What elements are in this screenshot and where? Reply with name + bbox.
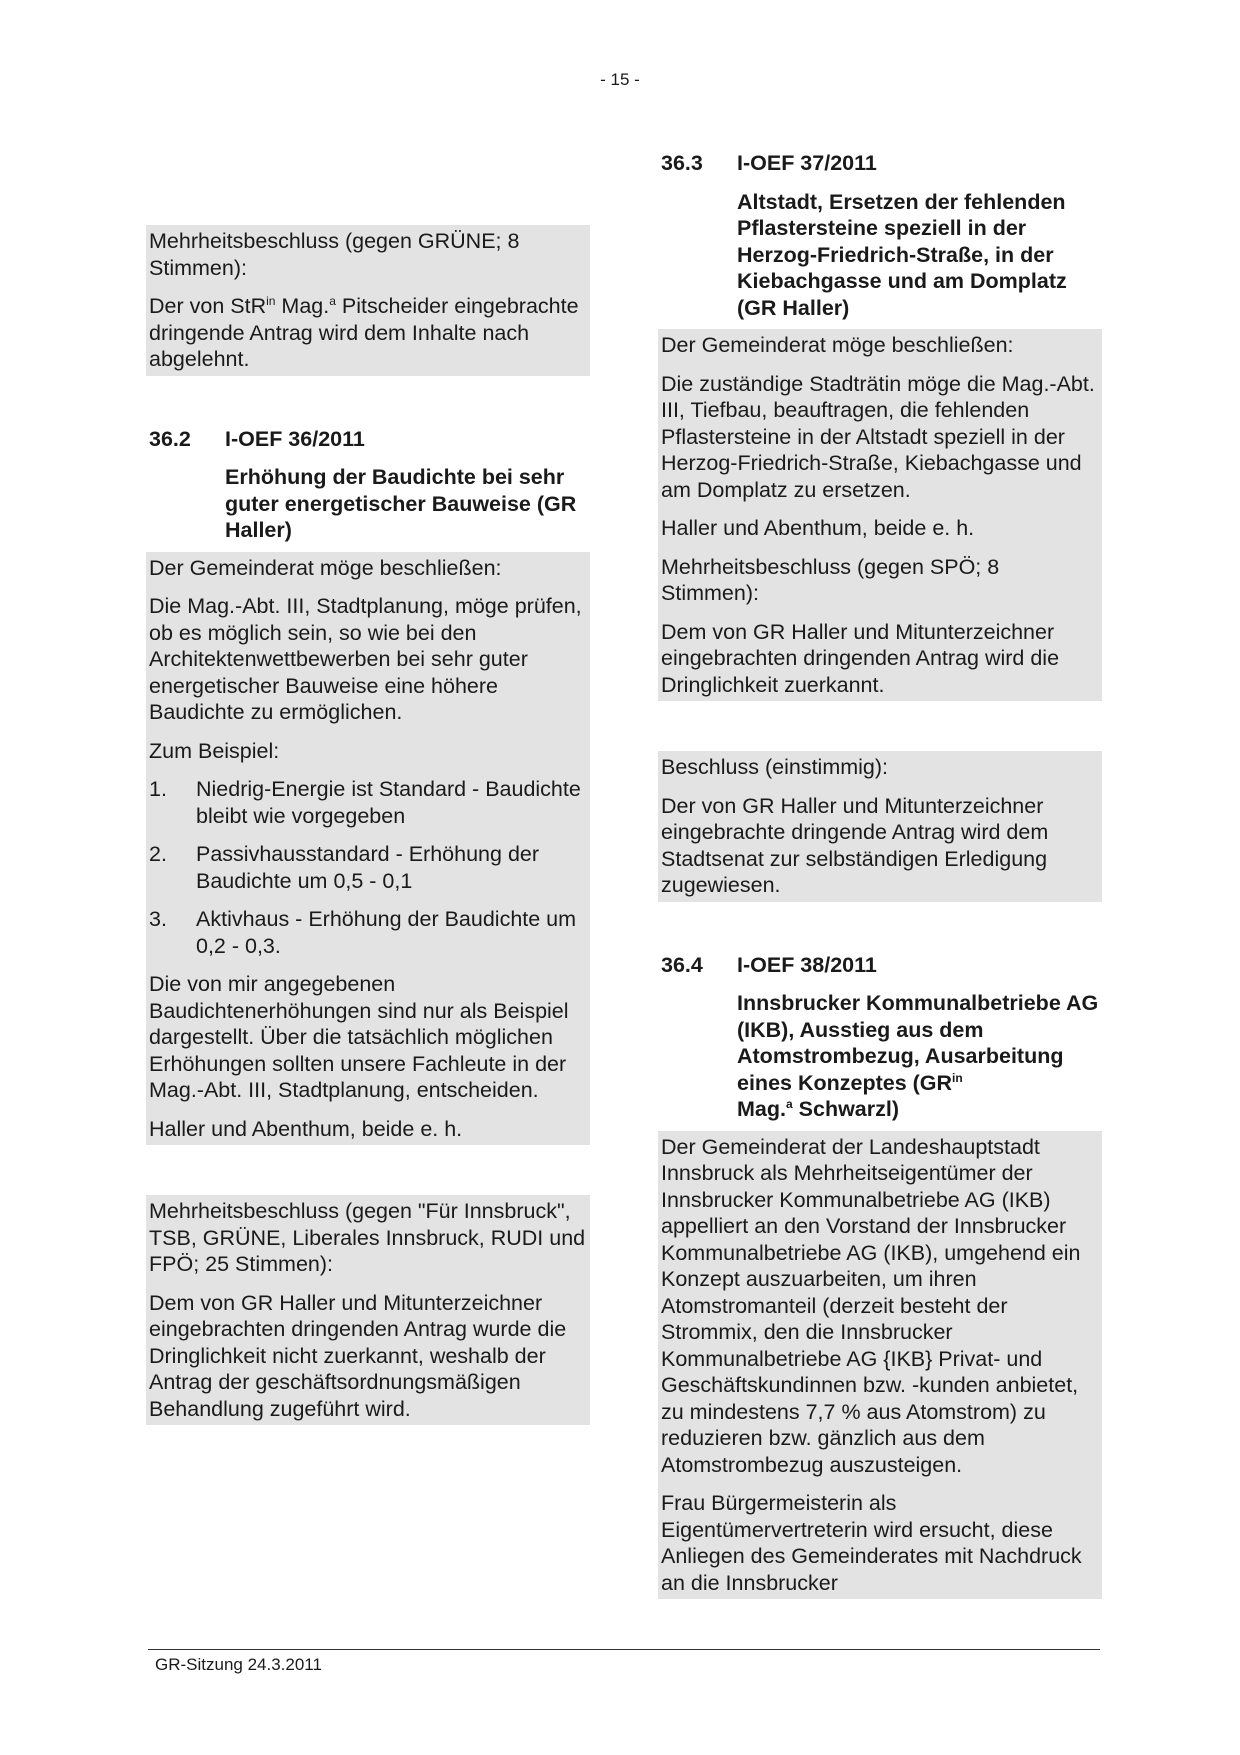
example-label: Zum Beispiel: <box>149 738 280 763</box>
motion-box <box>658 329 1102 701</box>
resolution-text: Der von StR$^{in}$ Mag.$^a$ Pitscheider eingebrachte dringende Antrag wird dem Inhalte nach abgelehnt. <box>149 293 579 371</box>
agenda-item-heading <box>146 426 590 453</box>
resolution-box-2 <box>146 1195 590 1425</box>
motion-signers: Haller und Abenthum, beide e. h. <box>661 516 975 540</box>
item-title: Altstadt, Ersetzen der fehlenden Pflastersteine speziell in der Herzog-Friedrich-Straße, in der Kiebachgasse und am Domplatz (GR Haller) <box>737 189 1067 320</box>
motion-text: Der Gemeinderat der Landeshauptstadt Innsbruck als Mehrheitseigentümer der Innsbrucker Kommunalbetriebe AG (IKB) appelliert an den Vorstand der Innsbrucker Kommunalbetriebe AG (IKB), umgehend ein Konzept auszuarbeiten, um ihren Atomstromanteil (derzeit besteht der Strommix, den die Innsbrucker Kommunalbetriebe AG {IKB} Privat- und Geschäftskundinnen bzw. -kunden anbietet, zu mindestens 7,7 % aus Atomstrom) zu reduzieren bzw. gänzlich aus dem Atomstrombezug auszusteigen. <box>661 1134 1081 1477</box>
resolution-heading: Beschluss (einstimmig): <box>661 755 888 779</box>
motion-note: Die von mir angegebenen Baudichtenerhöhungen sind nur als Beispiel dargestellt. Über die tatsächlich möglichen Erhöhungen sollten unsere Fachleute in der Mag.-Abt. III, Stadtplanung, entscheiden. <box>149 972 569 1102</box>
resolution-text: Der von GR Haller und Mitunterzeichner eingebrachte dringende Antrag wird dem Stadtsenat zur selbständigen Erledigung zugewiesen. <box>661 793 1049 897</box>
motion-box <box>658 1131 1102 1600</box>
list-item: 3. Aktivhaus - Erhöhung der Baudichte um 0,2 - 0,3. <box>149 907 577 958</box>
item-title: Erhöhung der Baudichte bei sehr guter energetischer Bauweise (GR Haller) <box>225 465 577 542</box>
resolution-text: Dem von GR Haller und Mitunterzeichner eingebrachten dringenden Antrag wird die Dringlichkeit zuerkannt. <box>661 619 1060 697</box>
item-code: I-OEF 37/2011 <box>737 151 877 175</box>
motion-text: Frau Bürgermeisterin als Eigentümervertreterin wird ersucht, diese Anliegen des Gemeinderates mit Nachdruck an die Innsbrucker <box>661 1491 1082 1595</box>
motion-box <box>146 552 590 1146</box>
item-code: I-OEF 38/2011 <box>737 952 877 977</box>
resolution-heading: Mehrheitsbeschluss (gegen SPÖ; 8 Stimmen): <box>661 554 1000 605</box>
motion-text: Die zuständige Stadträtin möge die Mag.-Abt. III, Tiefbau, beauftragen, die fehlenden Pflastersteine in der Altstadt speziell in der Herzog-Friedrich-Straße, Kiebachgasse und am Domplatz zu ersetzen. <box>661 371 1095 502</box>
footer-text: GR-Sitzung 24.3.2011 <box>155 1655 322 1674</box>
item-number: 36.2 <box>149 426 191 451</box>
resolution-text: Dem von GR Haller und Mitunterzeichner eingebrachten dringenden Antrag wurde die Dringlichkeit nicht zuerkannt, weshalb der Antrag der geschäftsordnungsmäßigen Behandlung zugeführt wird. <box>149 1290 567 1421</box>
example-list <box>149 776 590 959</box>
motion-signers: Haller und Abenthum, beide e. h. <box>149 1116 463 1141</box>
item-number: 36.4 <box>661 952 703 977</box>
resolution-box <box>658 751 1102 902</box>
footer-divider <box>148 1649 1100 1650</box>
item-number: 36.3 <box>661 151 703 175</box>
resolution-box-1 <box>146 225 590 376</box>
motion-intro: Der Gemeinderat möge beschließen: <box>149 555 502 580</box>
list-item: 2. Passivhausstandard - Erhöhung der Baudichte um 0,5 - 0,1 <box>149 842 540 893</box>
page-number: - 15 - <box>600 70 640 89</box>
list-item: 1. Niedrig-Energie ist Standard - Baudichte bleibt wie vorgegeben <box>149 777 581 828</box>
resolution-heading: Mehrheitsbeschluss (gegen "Für Innsbruck", TSB, GRÜNE, Liberales Innsbruck, RUDI und FPÖ; 25 Stimmen): <box>149 1199 586 1276</box>
item-code: I-OEF 36/2011 <box>225 426 365 451</box>
right-column <box>658 150 1102 1599</box>
resolution-heading: Mehrheitsbeschluss (gegen GRÜNE; 8 Stimmen): <box>149 229 520 280</box>
agenda-item-heading <box>658 150 1102 177</box>
agenda-item-heading <box>658 952 1102 979</box>
motion-text: Die Mag.-Abt. III, Stadtplanung, möge prüfen, ob es möglich sein, so wie bei den Architektenwettbewerben bei sehr guter energetischer Bauweise eine höhere Baudichte zu ermöglichen. <box>149 594 582 724</box>
item-title: Innsbrucker Kommunalbetriebe AG (IKB), Ausstieg aus dem Atomstrombezug, Ausarbeitung eines Konzeptes ($GR^{in}$ Mag.$^a$ Schwarzl) <box>737 991 1099 1121</box>
motion-intro: Der Gemeinderat möge beschließen: <box>661 333 1014 357</box>
left-column <box>146 225 590 1425</box>
